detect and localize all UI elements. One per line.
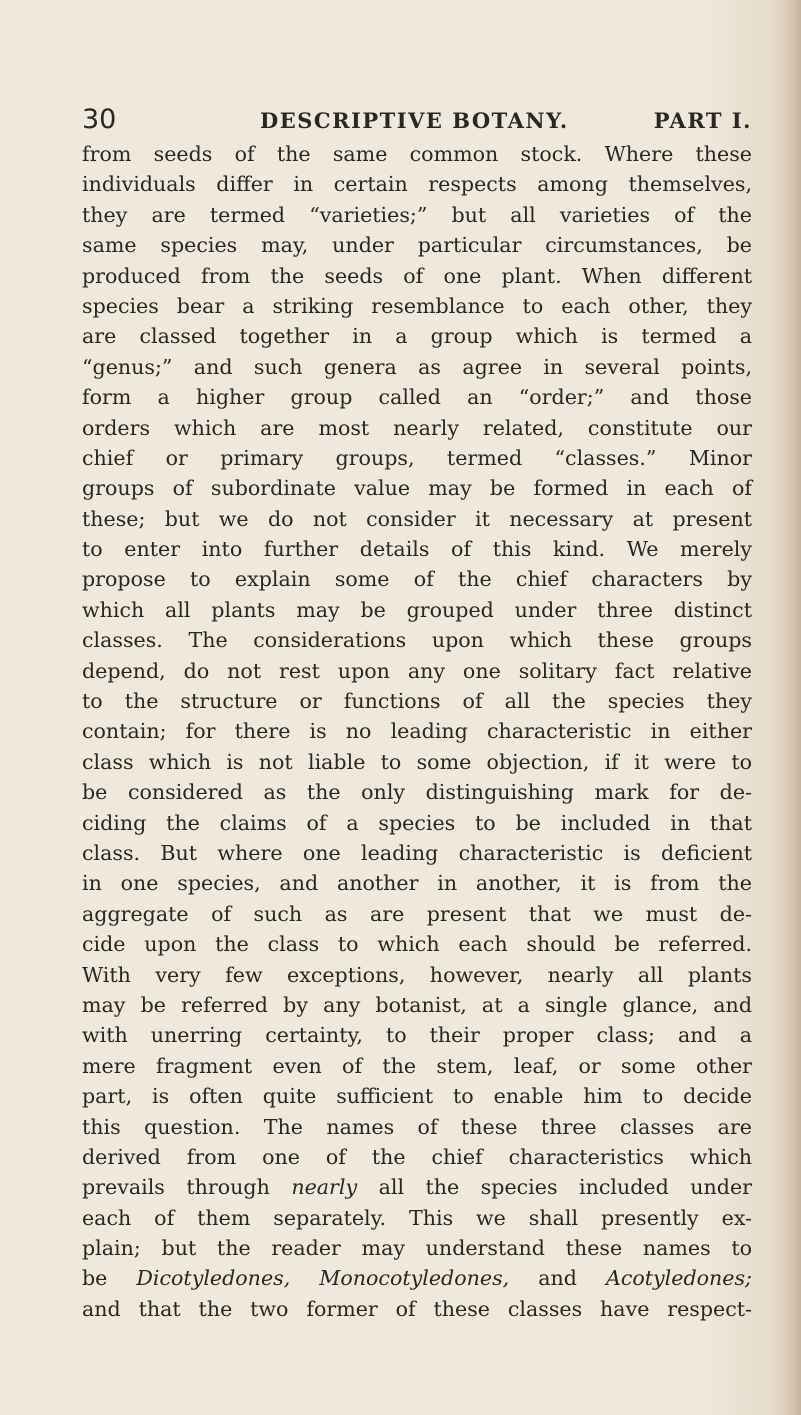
text-line: these; but we do not consider it necessary at present xyxy=(82,506,752,531)
italic-term-dicotyledones: Dicotyledones, xyxy=(136,1266,291,1291)
page-edge-shading xyxy=(773,0,801,1415)
page-number: 30 xyxy=(82,104,117,135)
text-line: part, is often quite sufficient to enable him to decide xyxy=(82,1084,752,1109)
text-line: “genus;” and such genera as agree in several points, xyxy=(82,354,752,379)
text-line: orders which are most nearly related, constitute our xyxy=(82,415,752,440)
text-line: from seeds of the same common stock. Where these xyxy=(82,142,752,166)
text-line: With very few exceptions, however, nearly all plants xyxy=(82,962,752,987)
part-label: PART I. xyxy=(653,108,752,133)
text-line: form a higher group called an “order;” and those xyxy=(82,385,752,410)
text-line: same species may, under particular circumstances, be xyxy=(82,233,752,258)
text-line: individuals differ in certain respects among themselves, xyxy=(82,172,752,197)
italic-term-monocotyledones: Monocotyledones, xyxy=(319,1266,510,1291)
italic-word: nearly xyxy=(291,1175,358,1200)
text-line: mere fragment even of the stem, leaf, or some other xyxy=(82,1053,752,1078)
text-line: ciding the claims of a species to be included in that xyxy=(82,810,752,835)
text-line: class. But where one leading characteristic is deficient xyxy=(82,840,752,865)
text-line: may be referred by any botanist, at a single glance, and xyxy=(82,992,752,1017)
text-line: classes. The considerations upon which these groups xyxy=(82,628,752,653)
text-line: to the structure or functions of all the species they xyxy=(82,689,752,714)
text-run: be xyxy=(82,1266,137,1291)
text-line: are classed together in a group which is termed a xyxy=(82,324,752,349)
text-line: each of them separately. This we shall presently ex- xyxy=(82,1205,752,1230)
text-line-with-italic xyxy=(82,1263,752,1293)
text-line: produced from the seeds of one plant. When different xyxy=(82,263,752,288)
text-run: and xyxy=(509,1266,606,1291)
text-run: prevails through xyxy=(82,1175,292,1200)
text-line: with unerring certainty, to their proper class; and a xyxy=(82,1023,752,1048)
text-line: groups of subordinate value may be formed in each of xyxy=(82,476,752,501)
text-line: depend, do not rest upon any one solitary fact relative xyxy=(82,658,752,683)
body-text xyxy=(82,139,752,1324)
text-line: propose to explain some of the chief characters by xyxy=(82,567,752,592)
text-line: they are termed “varieties;” but all varieties of the xyxy=(82,202,752,227)
text-line: cide upon the class to which each should be referred. xyxy=(82,932,752,957)
text-line: in one species, and another in another, it is from the xyxy=(82,871,752,896)
text-line: chief or primary groups, termed “classes.” Minor xyxy=(82,445,752,470)
text-line-with-italic xyxy=(82,1172,752,1202)
text-line: contain; for there is no leading characteristic in either xyxy=(82,719,752,744)
text-line: derived from one of the chief characteristics which xyxy=(82,1144,752,1169)
text-line: and that the two former of these classes have respect- xyxy=(82,1296,752,1321)
text-line: be considered as the only distinguishing mark for de- xyxy=(82,780,752,805)
text-line: species bear a striking resemblance to each other, they xyxy=(82,293,752,318)
running-head: DESCRIPTIVE BOTANY. xyxy=(260,108,569,133)
text-line: to enter into further details of this kind. We merely xyxy=(82,537,752,562)
italic-term-acotyledones: Acotyledones; xyxy=(605,1266,752,1291)
text-line: which all plants may be grouped under three distinct xyxy=(82,597,752,622)
page-header xyxy=(82,104,752,138)
text-line: this question. The names of these three classes are xyxy=(82,1114,752,1139)
text-line: plain; but the reader may understand these names to xyxy=(82,1236,752,1261)
text-line: aggregate of such as are present that we must de- xyxy=(82,901,752,926)
text-line: class which is not liable to some objection, if it were to xyxy=(82,749,752,774)
text-run: all the species included under xyxy=(357,1175,753,1200)
